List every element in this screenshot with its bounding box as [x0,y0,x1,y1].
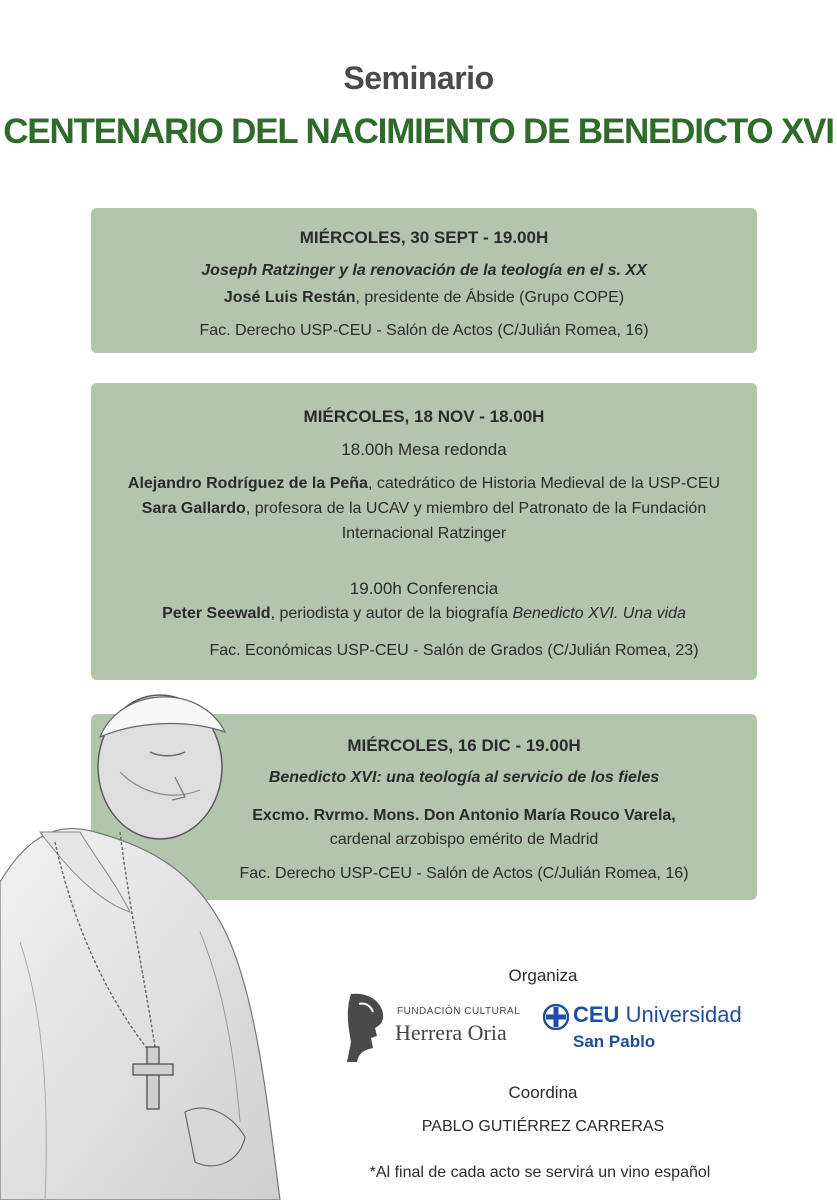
herrera-big-text: Herrera Oria [395,1020,507,1045]
event-speaker [91,499,757,519]
event-speaker [91,288,757,308]
page-title: CENTENARIO DEL NACIMIENTO DE BENEDICTO XVI [3,112,834,151]
seminar-label: Seminario [343,60,494,96]
event-venue: Fac. Económicas USP-CEU - Salón de Grados (C/Julián Romea, 23) [209,642,699,659]
coordinator-name: PABLO GUTIÉRREZ CARRERAS [421,1118,665,1135]
speaker-role: , presidente de Ábside (Grupo COPE) [355,289,625,306]
ceu-acronym: CEU [573,1002,620,1027]
speaker-name: Alejandro Rodríguez de la Peña [127,475,368,492]
ceu-cross-icon [543,1004,569,1030]
ceu-universidad-text [573,1002,742,1028]
ceu-universidad-word: Universidad [619,1002,742,1027]
event-talk-title: Benedicto XVI: una teología al servicio de los fieles [268,769,660,786]
event-card-1 [91,208,757,353]
speaker-role-continued: Internacional Ratzinger [341,525,507,542]
speaker-role: , catedrático de Historia Medieval de la USP-CEU [367,475,721,492]
event-date: MIÉRCOLES, 30 SEPT - 19.00H [299,228,549,247]
event-talk-title: Joseph Ratzinger y la renovación de la teología en el s. XX [201,262,647,279]
speaker-name: José Luis Restán [223,289,356,306]
event-date: MIÉRCOLES, 18 NOV - 18.00H [303,407,545,426]
event-venue: Fac. Derecho USP-CEU - Salón de Actos (C/Julián Romea, 16) [239,865,689,882]
event-date: MIÉRCOLES, 16 DIC - 19.00H [347,736,581,755]
event-card-2 [91,383,757,680]
speaker-role: , profesora de la UCAV y miembro del Patronato de la Fundación [245,500,707,517]
footnote: *Al final de cada acto se servirá un vino español [369,1164,711,1181]
speaker-name: Peter Seewald [162,605,271,622]
ceu-san-pablo-text: San Pablo [573,1032,656,1051]
event-speaker [91,474,757,494]
speaker-name: Excmo. Rvrmo. Mons. Don Antonio María Rouco Varela, [252,807,676,824]
book-title: Benedicto XVI. Una vida [512,605,686,622]
organiza-label: Organiza [508,966,578,985]
event-venue: Fac. Derecho USP-CEU - Salón de Actos (C/Julián Romea, 16) [199,322,649,339]
event-session: 18.00h Mesa redonda [341,440,507,459]
herrera-oria-logo [345,992,525,1062]
ceu-universidad-logo [543,1000,753,1056]
event-session: 19.00h Conferencia [349,579,499,598]
event-speaker [91,604,757,624]
herrera-oria-profile-icon [345,992,389,1062]
coordina-label: Coordina [508,1083,578,1102]
pope-illustration [0,682,290,1200]
speaker-role: cardenal arzobispo emérito de Madrid [329,831,599,848]
herrera-small-text: FUNDACIÓN CULTURAL [397,1006,521,1017]
speaker-role: , periodista y autor de la biografía [270,605,513,622]
speaker-name: Sara Gallardo [141,500,246,517]
